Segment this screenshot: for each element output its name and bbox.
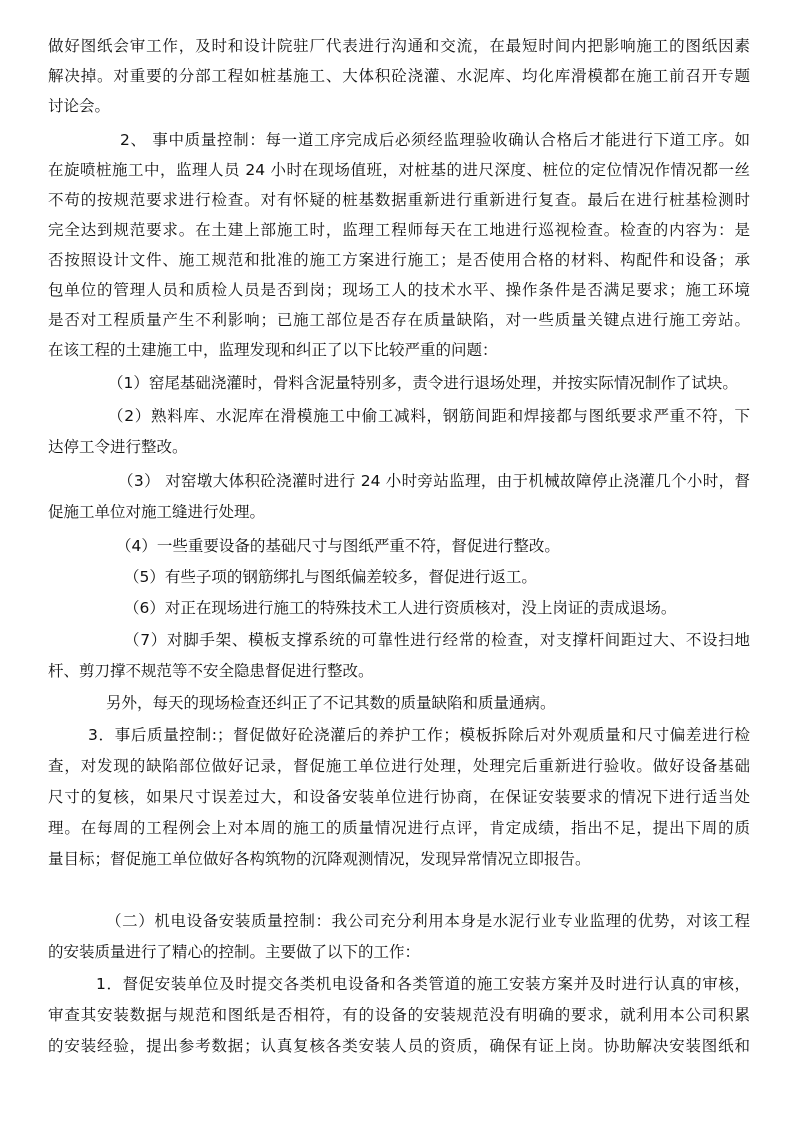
paragraph-line: （1）窑尾基础浇灌时，骨料含泥量特别多，责令进行退场处理，并按实际情况制作了试块。 bbox=[108, 374, 738, 392]
paragraph-line: 的安装经验，提出参考数据；认真复核各类安装人员的资质，确保有证上岗。协助解决安装图纸和 bbox=[48, 1037, 750, 1055]
paragraph-line: 解决掉。对重要的分部工程如桩基施工、大体积砼浇灌、水泥库、均化库滑模都在施工前召开专题 bbox=[48, 67, 750, 85]
paragraph-line: 1．督促安装单位及时提交各类机电设备和各类管道的施工安装方案并及时进行认真的审核， bbox=[96, 975, 750, 993]
paragraph-line: （7）对脚手架、模板支撑系统的可靠性进行经常的检查，对支撑杆间距过大、不设扫地 bbox=[124, 631, 750, 649]
paragraph-line: 在该工程的土建施工中，监理发现和纠正了以下比较严重的问题： bbox=[48, 341, 498, 359]
paragraph-line: 量目标；督促施工单位做好各构筑物的沉降观测情况，发现异常情况立即报告。 bbox=[48, 850, 591, 868]
paragraph-line: 不苟的按规范要求进行检查。对有怀疑的桩基数据重新进行重新进行复查。最后在进行桩基检测时 bbox=[48, 191, 750, 209]
paragraph-line: （3） 对窑墩大体积砼浇灌时进行 24 小时旁站监理，由于机械故障停止浇灌几个小时，督 bbox=[118, 472, 750, 490]
paragraph-line: 完全达到规范要求。在土建上部施工时，监理工程师每天在工地进行巡视检查。检查的内容为：是 bbox=[48, 221, 750, 239]
paragraph-line: 达停工令进行整改。 bbox=[48, 438, 188, 456]
paragraph-line: 另外，每天的现场检查还纠正了不记其数的质量缺陷和质量通病。 bbox=[106, 694, 556, 712]
paragraph-line: 否按照设计文件、施工规范和批准的施工方案进行施工；是否使用合格的材料、构配件和设备；承 bbox=[48, 251, 750, 269]
paragraph-line: 促施工单位对施工缝进行处理。 bbox=[48, 503, 266, 521]
paragraph-line: 包单位的管理人员和质检人员是否到岗；现场工人的技术水平、操作条件是否满足要求；施工环境 bbox=[48, 281, 750, 299]
paragraph-line: 2、 事中质量控制：每一道工序完成后必须经监理验收确认合格后才能进行下道工序。如 bbox=[120, 131, 750, 149]
paragraph-line: （4）一些重要设备的基础尺寸与图纸严重不符，督促进行整改。 bbox=[116, 537, 560, 555]
paragraph-line: （2）熟料库、水泥库在滑模施工中偷工减料，钢筋间距和焊接都与图纸要求严重不符，下 bbox=[108, 407, 750, 425]
paragraph-line: 查，对发现的缺陷部位做好记录，督促施工单位进行处理，处理完后重新进行验收。做好设备基础 bbox=[48, 757, 750, 775]
paragraph-line: 3．事后质量控制:；督促做好砼浇灌后的养护工作；模板拆除后对外观质量和尺寸偏差进行检 bbox=[88, 726, 750, 744]
paragraph-line: 讨论会。 bbox=[48, 97, 111, 115]
paragraph-line: 尺寸的复核，如果尺寸误差过大，和设备安装单位进行协商，在保证安装要求的情况下进行适当处 bbox=[48, 788, 750, 806]
paragraph-line: （5）有些子项的钢筋绑扎与图纸偏差较多，督促进行返工。 bbox=[124, 568, 537, 586]
paragraph-line: 审查其安装数据与规范和图纸是否相符，有的设备的安装规范没有明确的要求，就利用本公司积累 bbox=[48, 1006, 750, 1024]
paragraph-line: 在旋喷桩施工中，监理人员 24 小时在现场值班，对桩基的进尺深度、桩位的定位情况作情况都一丝 bbox=[48, 161, 750, 179]
paragraph-line: 的安装质量进行了精心的控制。主要做了以下的工作： bbox=[48, 943, 421, 961]
paragraph-line: 理。在每周的工程例会上对本周的施工的质量情况进行点评，肯定成绩，指出不足，提出下周的质 bbox=[48, 819, 750, 837]
paragraph-line: 杆、剪刀撑不规范等不安全隐患督促进行整改。 bbox=[48, 662, 374, 680]
paragraph-line: （二）机电设备安装质量控制：我公司充分利用本身是水泥行业专业监理的优势，对该工程 bbox=[106, 912, 750, 930]
paragraph-line: （6）对正在现场进行施工的特殊技术工人进行资质核对，没上岗证的责成退场。 bbox=[124, 599, 677, 617]
paragraph-line: 是否对工程质量产生不利影响；已施工部位是否存在质量缺陷，对一些质量关键点进行施工旁站。 bbox=[48, 311, 750, 329]
paragraph-line: 做好图纸会审工作，及时和设计院驻厂代表进行沟通和交流，在最短时间内把影响施工的图纸因素 bbox=[48, 37, 750, 55]
